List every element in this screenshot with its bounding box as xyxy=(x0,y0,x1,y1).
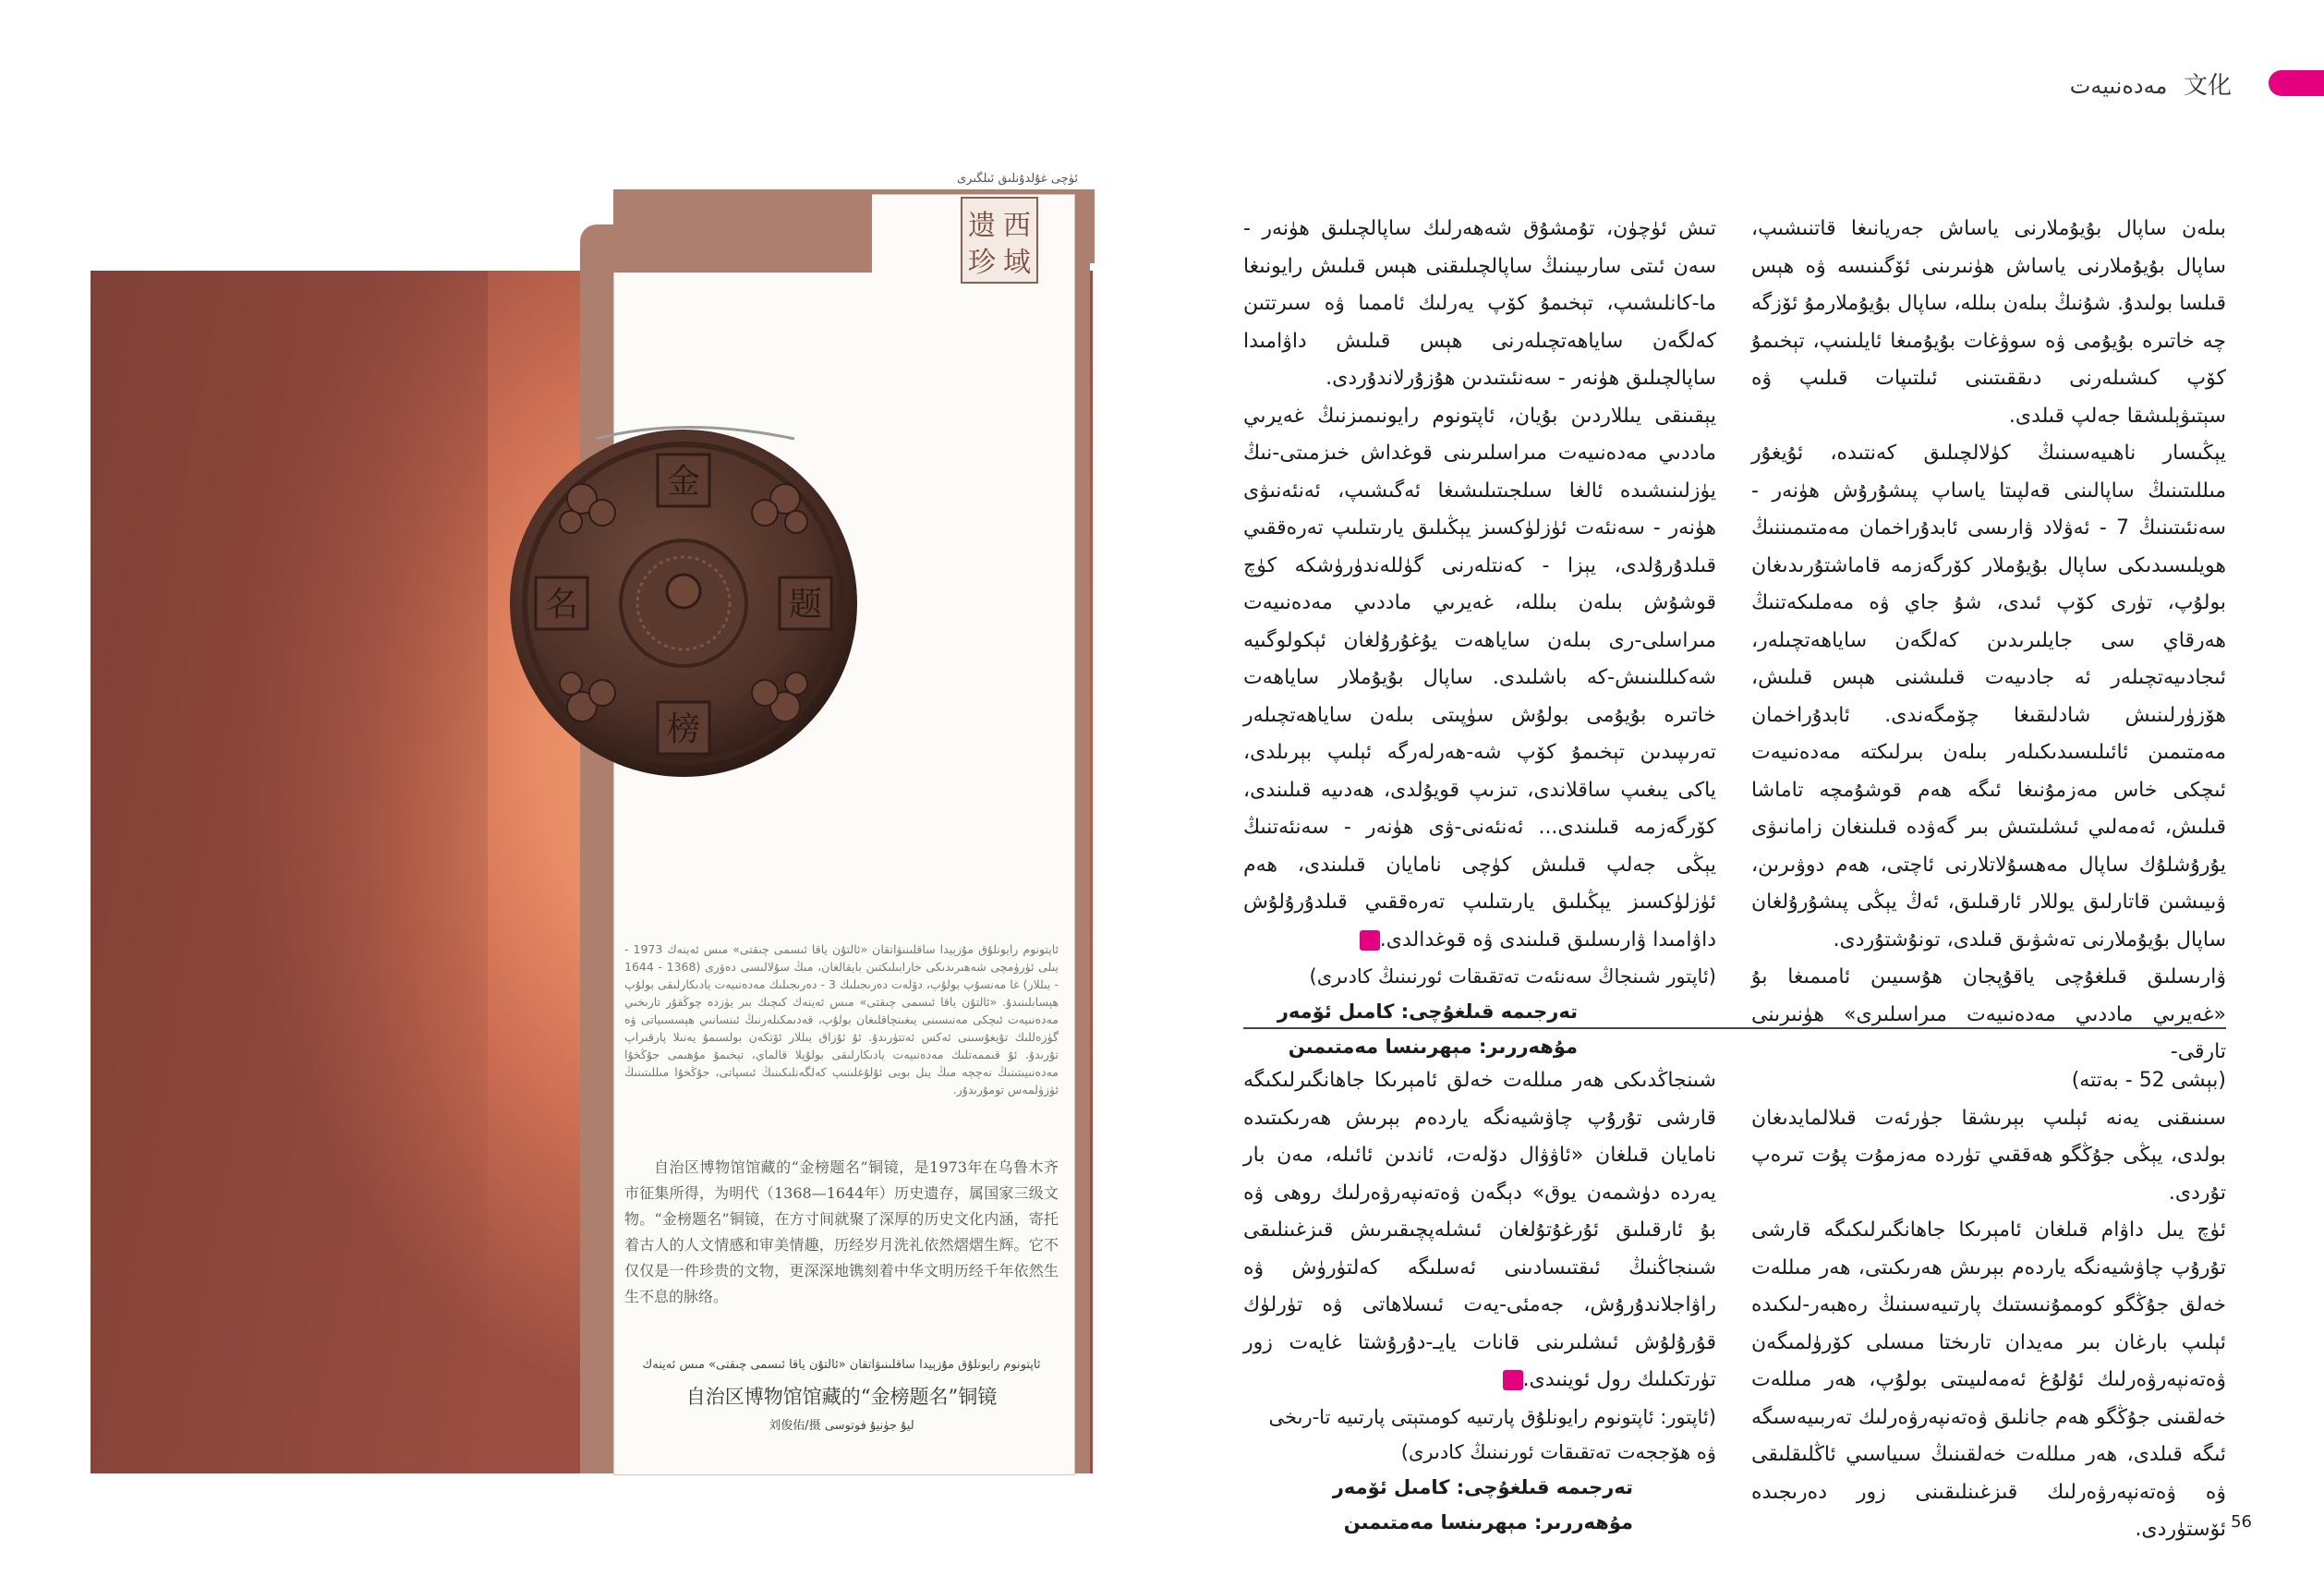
paragraph: شىنجاڭدىكى ھەر مىللەت خەلق ئامېرىكا جاھانگىرلىكىگە قارشى تۇرۇپ چاۋشيەنگە ياردەم بېرىش ھەرىكىتىدە نامايان قىلغان «ئاۋۋال دۆلەت، ئاندىن ئائىلە، مەن بار يەردە دۈشمەن يوق» دېگەن ۋەتەنپەرۋەرلىك روھى ۋە بۇ ئارقىلىق ئۇرغۇتۇلغان ئىشلەپچىقىرىش قىزغىنلىقى شىنجاڭنىڭ ئىقتىسادىنى ئەسلىگە كەلتۈرۈش ۋە راۋاجلاندۇرۇش، جەمئى-يەت ئىسلاھاتى ۋە تۈرلۈك قۇرۇلۇش ئىشلىرىنى قانات يايـ-دۇرۇشتا غايەت زور تۈرتكىلىك رول ئوينىدى. xyxy=(1243,1069,1716,1391)
byline-author: (ئاپتور شىنجاڭ سەنئەت تەتقىقات ئورنىنىڭ كادىرى) xyxy=(1309,965,1716,988)
seal-label: ئۈچى غۇلدۇنلىق ئىلگىرى xyxy=(957,172,1079,186)
article-column-bottom-right xyxy=(1751,1062,2226,1549)
paragraph-with-endmark xyxy=(1243,1062,1716,1400)
paragraph: سىنىقنى يەنە ئېلىپ بېرىشقا جۈرئەت قىلالمايدىغان بولدى، يېڭى جۇڭگو ھەققىي تۈردە مەزمۇت پۇت تىرەپ تۇردى. xyxy=(1751,1106,2226,1205)
article-column-bottom-left xyxy=(1243,1062,1716,1540)
byline xyxy=(1243,959,1716,1064)
continuation-note: (بېشى 52 - بەتتە) xyxy=(2071,1069,2226,1092)
paragraph: يېقىنقى يىللاردىن بۇيان، ئاپتونوم رايونىمىزنىڭ غەيرىي ماددىي مەدەنىيەت مىراسلىرىنى قوغداش خىزمىتى-نىڭ يۈزلىنىشىدە ئالغا سىلجىتىلىشىغا ئەگىشىپ، ئەنئەنىۋى ھۈنەر - سەنئەت ئۈزلۈكسىز يېڭىلىق يارىتىلىپ تەرەققىي قىلدۇرۇلدى، يېزا - كەنتلەرنى گۈللەندۈرۈشكە كۈچ قوشۇش بىلەن بىللە، غەيرىي ماددىي مەدەنىيەت مىراسلى-رى بىلەن ساياھەت يۇغۇرۇلغان ئېكولوگىيە شەكىللىنىش-كە باشلىدى. ساپال بۇيۇملار ساياھەت خاتىرە بۇيۇمى بولۇش سۈپىتى بىلەن ساياھەتچىلەر تەرىپىدىن تېخىمۇ كۆپ شە-ھەرلەرگە ئېلىپ بېرىلدى، ياكى يىغىپ ساقلاندى، تىزىپ قويۇلدى، ھەدىيە قىلىندى، كۆرگەزمە قىلىندى... ئەنئەنى-ۋى ھۈنەر - سەنئەتنىڭ يېڭى جەلپ قىلىش كۈچى نامايان قىلىندى، ھەم ئۈزلۈكسىز يېڭىلىق يارىتىلىپ تەرەققىي قىلدۇرۇلۇش داۋامىدا ۋارىسلىق قىلىندى ۋە قوغدالدى. xyxy=(1243,404,1716,952)
byline-author: (ئاپتور: ئاپتونوم رايونلۇق پارتىيە كومىتېتى پارتىيە تا-رىخى ۋە ھۆججەت تەتقىقات ئورنىنىڭ كادىرى) xyxy=(1268,1405,1716,1463)
page-number: 56 xyxy=(2231,1512,2252,1532)
end-mark-icon xyxy=(1503,1370,1523,1390)
paragraph: بىلەن ساپال بۇيۇملارنى ياساش جەريانىغا قاتنىشىپ، ساپال بۇيۇملارنى ياساش ھۈنىرىنى ئۆگىنىسە ۋە ھېس قىلسا بولىدۇ. شۇنىڭ بىلەن بىللە، ساپال بۇيۇملارمۇ ئۆزگە چە خاتىرە بۇيۇمى ۋە سوۋغات بۇيۇمىغا ئايلىنىپ، تېخىمۇ كۆپ كىشىلەرنى دىققىتىنى ئىلتىپات قىلىپ ۋە سېتىۋېلىشقا جەلپ قىلدى. xyxy=(1751,217,2226,428)
seal-char: 西 xyxy=(1003,210,1031,242)
caption-title-ug: ئاپتونوم رايونلۇق مۇزېيدا ساقلىنىۋاتقان «ئالتۇن ياقا ئىسمى چىقتى» مىس ئەينەك xyxy=(642,1358,1041,1372)
seal-char: 域 xyxy=(1003,247,1031,279)
caption-title-zh: 自治区博物馆馆藏的“金榜题名”铜镜 xyxy=(685,1386,998,1408)
seal-char: 遗 xyxy=(968,210,996,242)
image-caption-zh: 自治区博物馆馆藏的“金榜题名”铜镜，是1973年在乌鲁木齐市征集所得，为明代（1368—1644年）历史遗存，属国家三级文物。“金榜题名”铜镜，在方寸间就聚了深厚的历史文化内涵，寄托着古人的人文情感和审美情趣，历经岁月洗礼依然熠熠生辉。它不仅仅是一件珍贵的文物，更深深地镌刻着中华文明历经千年依然生生不息的脉络。 xyxy=(624,1158,1059,1305)
seal-stamp xyxy=(961,197,1038,284)
paragraph: يېڭىسار ناھىيەسىنىڭ كۈلالچىلىق كەنتىدە، ئۇيغۇر مىللىتىنىڭ ساپالىنى قەلپىتا ياساپ پىشۇرۇش ھۈنەر - سەنئىتىنىڭ 7 - ئەۋلاد ۋارىسى ئابدۇراخمان مەمتىمىننىڭ ھويلىسىدىكى ساپال بۇيۇملار كۆرگەزمە قاماشتۇرىدىغان بولۇپ، تۈرى كۆپ ئىدى، شۇ جاي ۋە مەملىكەتنىڭ ھەرقاي سى جايلىرىدىن كەلگەن ساياھەتچىلەر، ئىجادىيەتچىلەر ئە جادىيەت قىلىشنى ھېس قىلىش، ھۆزۈرلىنىش شادلىقىغا چۆمگەندى. ئابدۇراخمان مەمتىمىن ئائىلىسىدىكىلەر بىلەن بىرلىكتە مەدەنىيەت ئىچكى خاس مەزمۇنىغا ئىگە ھەم قوشۇمچە تاماشا قىلىش، ئەمەلىي ئىشلىتىش بىر گەۋدە قىلىنغان زامانىۋى يۇرۇشلۇك ساپال مەھسۇلاتلارنى ئاچتى، ھەم دوۋىرىن، ۋىيىشىن قاتارلىق يوللار ئارقىلىق، ئەڭ يېڭى پىشۇرۇلغان ساپال بۇيۇملارنى تەشۋىق قىلدى، تونۇشتۇردى. xyxy=(1751,442,2226,952)
inscription-char: 榜 xyxy=(666,710,701,748)
paragraph-with-endmark xyxy=(1243,398,1716,960)
byline-editor: مۇھەررىر: مېھرىنسا مەمتىمىن xyxy=(1343,1510,1633,1533)
inscription-char: 金 xyxy=(666,463,701,501)
end-mark-icon xyxy=(1360,930,1380,951)
article-column-top-right xyxy=(1751,211,2226,1072)
seal-char: 珍 xyxy=(968,247,996,279)
section-label-ug: مەدەنىيەت xyxy=(2069,73,2168,99)
byline xyxy=(1243,1400,1716,1540)
paragraph: ئۈچ يىل داۋام قىلغان ئامېرىكا جاھانگىرلىكىگە قارشى تۇرۇپ چاۋشيەنگە ياردەم بېرىش ھەرىكىتى، ھەر مىللەت خەلق جۇڭگو كوممۇنىستىك پارتىيەسىنىڭ رەھبەر-لىكىدە ئېلىپ بارغان بىر مەيدان تارىختا مىسلى كۆرۈلمىگەن ۋەتەنپەرۋەرلىك ئۇلۇغ ئەمەلىيىتى بولۇپ، ھەر مىللەت خەلقىنى جۇڭگو ھەم جانلىق ۋەتەنپەرۋەرلىك تەربىيەسىگە ئىگە قىلدى، ھەر مىللەت خەلقىنىڭ سىياسىي ئاڭلىقلىقى ۋە ۋەتەنپەرۋەرلىك قىزغىنلىقىنى زور دەرىجىدە ئۆستۈردى. xyxy=(1751,1218,2226,1541)
card-notch xyxy=(613,189,872,273)
section-header xyxy=(2070,67,2232,101)
paragraph: تىش ئۈچۈن، تۇمشۇق شەھەرلىك ساپالچىلىق ھۈنەر - سەن ئىتى سارىيىنىڭ ساپالچىلىقنى ھېس قىلىش رايونىغا ما-كانلىشىپ، تېخىمۇ كۆپ يەرلىك ئاممىا ۋە سىرتتىن كەلگەن ساياھەتچىلەرنى ھېس قىلىش داۋامىدا ساپالچىلىق ھۈنەر - سەنئىتىدىن ھۇزۇرلاندۇردى. xyxy=(1243,217,1716,390)
mirror-knob xyxy=(667,575,700,608)
byline-translator: تەرجىمە قىلغۇچى: كامىل ئۆمەر xyxy=(1277,1000,1578,1023)
section-label-zh: 文化 xyxy=(2183,72,2232,100)
bronze-mirror xyxy=(406,397,979,804)
image-caption-ug: ئاپتونوم رايونلۇق مۇزېيدا ساقلىنىۋاتقان «ئالتۇن ياقا ئىسمى چىقتى» مىس ئەينەك 1973 - يىلى ئۈرۈمچى شەھىرىدىكى خارابىلىكتىن بايقالغان، مىڭ سۇلالىسى دەۋرى (1368 - 1644 - يىللار) غا مەنسۇپ بولۇپ، دۆلەت دەرىجىلىك 3 - دەرىجىلىك مەدەنىيەت يادىكارلىقى بولۇپ ھېسابلىنىدۇ. «ئالتۇن ياقا ئىسمى چىقتى» مىس ئەينەك كىچىك بىر يۈزدە چوڭقۇر تارىخىي مەدەنىيەت ئىچكى مەنىسىنى يىغىنچاقلىغان بولۇپ، قەدىمكىلەرنىڭ ئىنسانىي ھېسسىياتى ۋە گۈزەللىك تۇيغۇسىنى ئەكس ئەتتۈرىدۇ. ئۇ ئۇزاق يىللار ئۆتكەن بولسىمۇ يەنىلا پارقىراپ تۇرىدۇ. ئۇ قىممەتلىك مەدەنىيەت يادىكارلىقى بولۇپلا قالماي، تېخىمۇ مۇھىمى جۇڭخۇا مەدەنىيىتىنىڭ نەچچە مىڭ يىل بويى ئۇلۇغلىنىپ كەلگەنلىكىنىڭ ئىسپاتى، جۇڭخۇا مىللىتىنىڭ ئۈزۈلمەس تومۇرىدۇر. xyxy=(624,942,1059,1097)
inscription-char: 题 xyxy=(788,586,823,624)
photo-credit: 刘俊佑/摄 ليۇ جۈنيۇ فوتوسى xyxy=(769,1419,914,1433)
section-divider xyxy=(1243,1027,2226,1029)
byline-editor: مۇھەررىر: مېھرىنسا مەمتىمىن xyxy=(1288,1036,1578,1058)
article-column-top-left xyxy=(1243,211,1716,1064)
inscription-char: 名 xyxy=(544,586,579,624)
paragraph: ۋارىسلىق قىلغۇچى ياقۇپجان ھۇسىيىن ئامىمىغا بۇ «غەيرىي ماددىي مەدەنىيەت مىراسلىرى» ھۈنىرىنى تارقى- xyxy=(1751,965,2226,1063)
byline-translator: تەرجىمە قىلغۇچى: كامىل ئۆمەر xyxy=(1332,1475,1633,1498)
accent-tab xyxy=(2269,70,2324,96)
